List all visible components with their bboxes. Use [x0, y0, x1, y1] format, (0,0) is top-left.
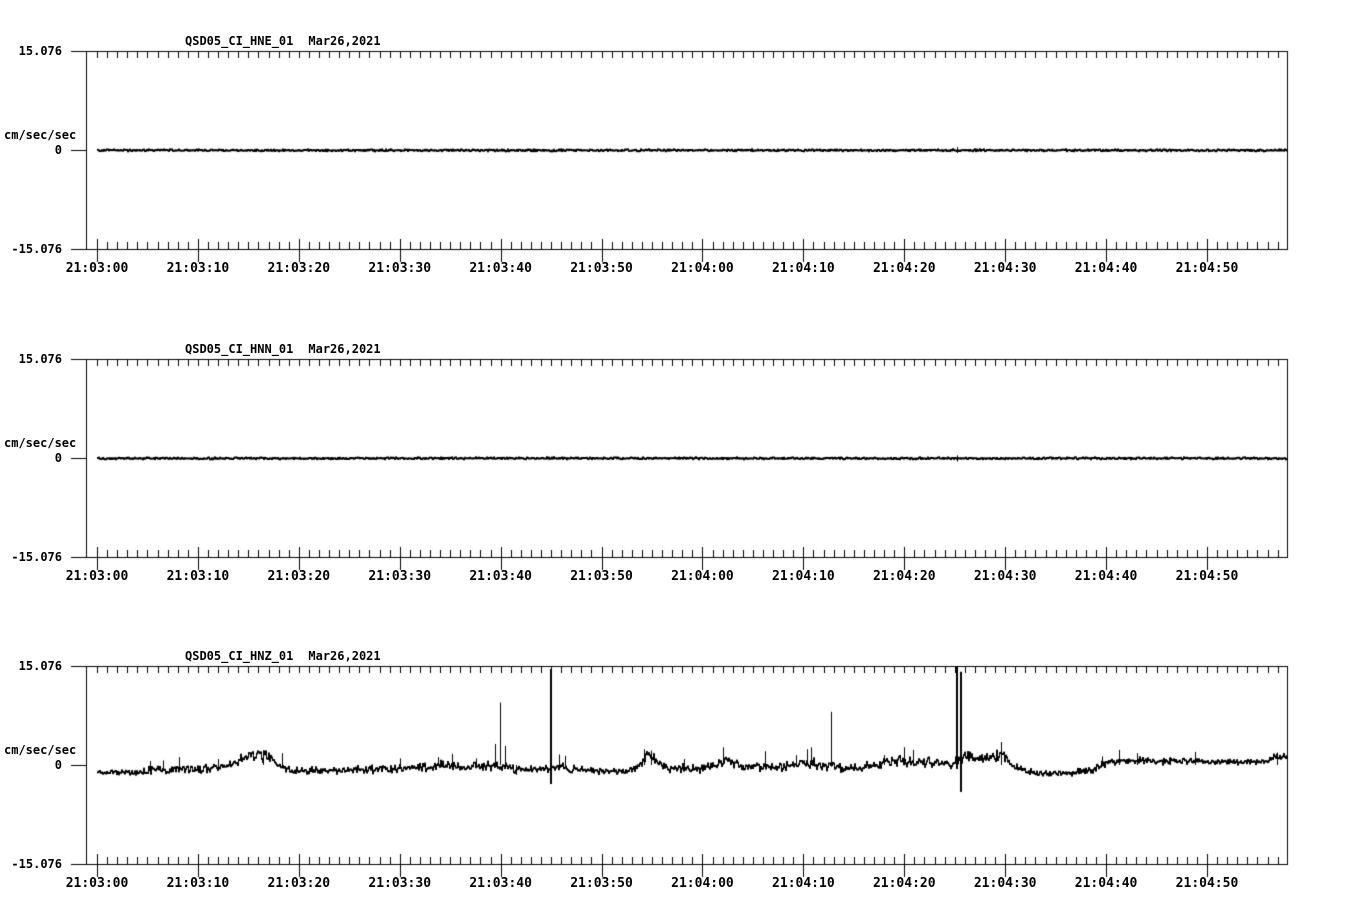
panel-1-time-axis: [0, 261, 1358, 277]
time-tick-label: 21:03:30: [368, 569, 432, 584]
time-tick-label: 21:03:40: [469, 261, 532, 276]
panel-2-yzero-label: 0: [54, 451, 62, 465]
panel-1-yunit-label: cm/sec/sec: [4, 128, 77, 142]
time-tick-label: 21:04:30: [973, 261, 1037, 276]
time-tick-label: 21:04:20: [872, 569, 936, 584]
time-tick-label: 21:04:10: [772, 876, 835, 891]
time-tick-label: 21:04:00: [671, 876, 734, 891]
time-tick-label: 21:04:40: [1074, 569, 1138, 584]
panel-2-date-label: Mar26,2021: [308, 342, 381, 356]
time-tick-label: 21:03:00: [65, 261, 129, 276]
time-tick-label: 21:03:20: [267, 569, 331, 584]
panel-1-yzero-label: 0: [54, 143, 62, 157]
time-tick-label: 21:04:50: [1175, 876, 1239, 891]
time-tick-label: 21:04:10: [772, 569, 835, 584]
time-tick-label: 21:04:50: [1175, 569, 1239, 584]
panel-3-ymax-label: 15.076: [18, 659, 62, 673]
time-tick-label: 21:04:10: [772, 261, 835, 276]
panel-3-date-label: Mar26,2021: [308, 649, 381, 663]
panel-2-time-axis: [0, 569, 1358, 585]
time-tick-label: 21:03:30: [368, 261, 432, 276]
panel-3-yzero-label: 0: [54, 758, 62, 772]
time-tick-label: 21:03:40: [469, 569, 532, 584]
time-tick-label: 21:03:50: [570, 569, 633, 584]
panel-2-ymax-label: 15.076: [18, 352, 62, 366]
time-tick-label: 21:04:30: [973, 569, 1037, 584]
panel-1-ymax-label: 15.076: [18, 44, 62, 58]
time-tick-label: 21:04:50: [1175, 261, 1239, 276]
time-tick-label: 21:03:10: [166, 261, 230, 276]
panel-3-yunit-label: cm/sec/sec: [4, 743, 77, 757]
time-tick-label: 21:03:50: [570, 876, 633, 891]
time-tick-label: 21:03:10: [166, 876, 230, 891]
panel-1-date-label: Mar26,2021: [308, 34, 381, 48]
panel-1-channel-label: QSD05_CI_HNE_01: [185, 34, 294, 48]
panel-3-time-axis: [0, 876, 1358, 892]
time-tick-label: 21:04:40: [1074, 261, 1138, 276]
time-tick-label: 21:04:20: [872, 876, 936, 891]
time-tick-label: 21:04:20: [872, 261, 936, 276]
panel-1-title: [185, 35, 381, 47]
time-tick-label: 21:04:30: [973, 876, 1037, 891]
time-tick-label: 21:03:00: [65, 569, 129, 584]
time-tick-label: 21:03:30: [368, 876, 432, 891]
panel-2-ymin-label: -15.076: [11, 550, 62, 564]
time-tick-label: 21:04:00: [671, 569, 734, 584]
panel-3-ymin-label: -15.076: [11, 857, 62, 871]
time-tick-label: 21:03:20: [267, 261, 331, 276]
time-tick-label: 21:03:00: [65, 876, 129, 891]
panel-2-title: [185, 343, 381, 355]
time-tick-label: 21:04:40: [1074, 876, 1138, 891]
time-tick-label: 21:04:00: [671, 261, 734, 276]
panel-3-title: [185, 650, 381, 662]
time-tick-label: 21:03:10: [166, 569, 230, 584]
time-tick-label: 21:03:50: [570, 261, 633, 276]
panel-2-channel-label: QSD05_CI_HNN_01: [185, 342, 294, 356]
time-tick-label: 21:03:40: [469, 876, 532, 891]
time-tick-label: 21:03:20: [267, 876, 331, 891]
panel-3-channel-label: QSD05_CI_HNZ_01: [185, 649, 294, 663]
panel-2-yunit-label: cm/sec/sec: [4, 436, 77, 450]
panel-1-ymin-label: -15.076: [11, 242, 62, 256]
